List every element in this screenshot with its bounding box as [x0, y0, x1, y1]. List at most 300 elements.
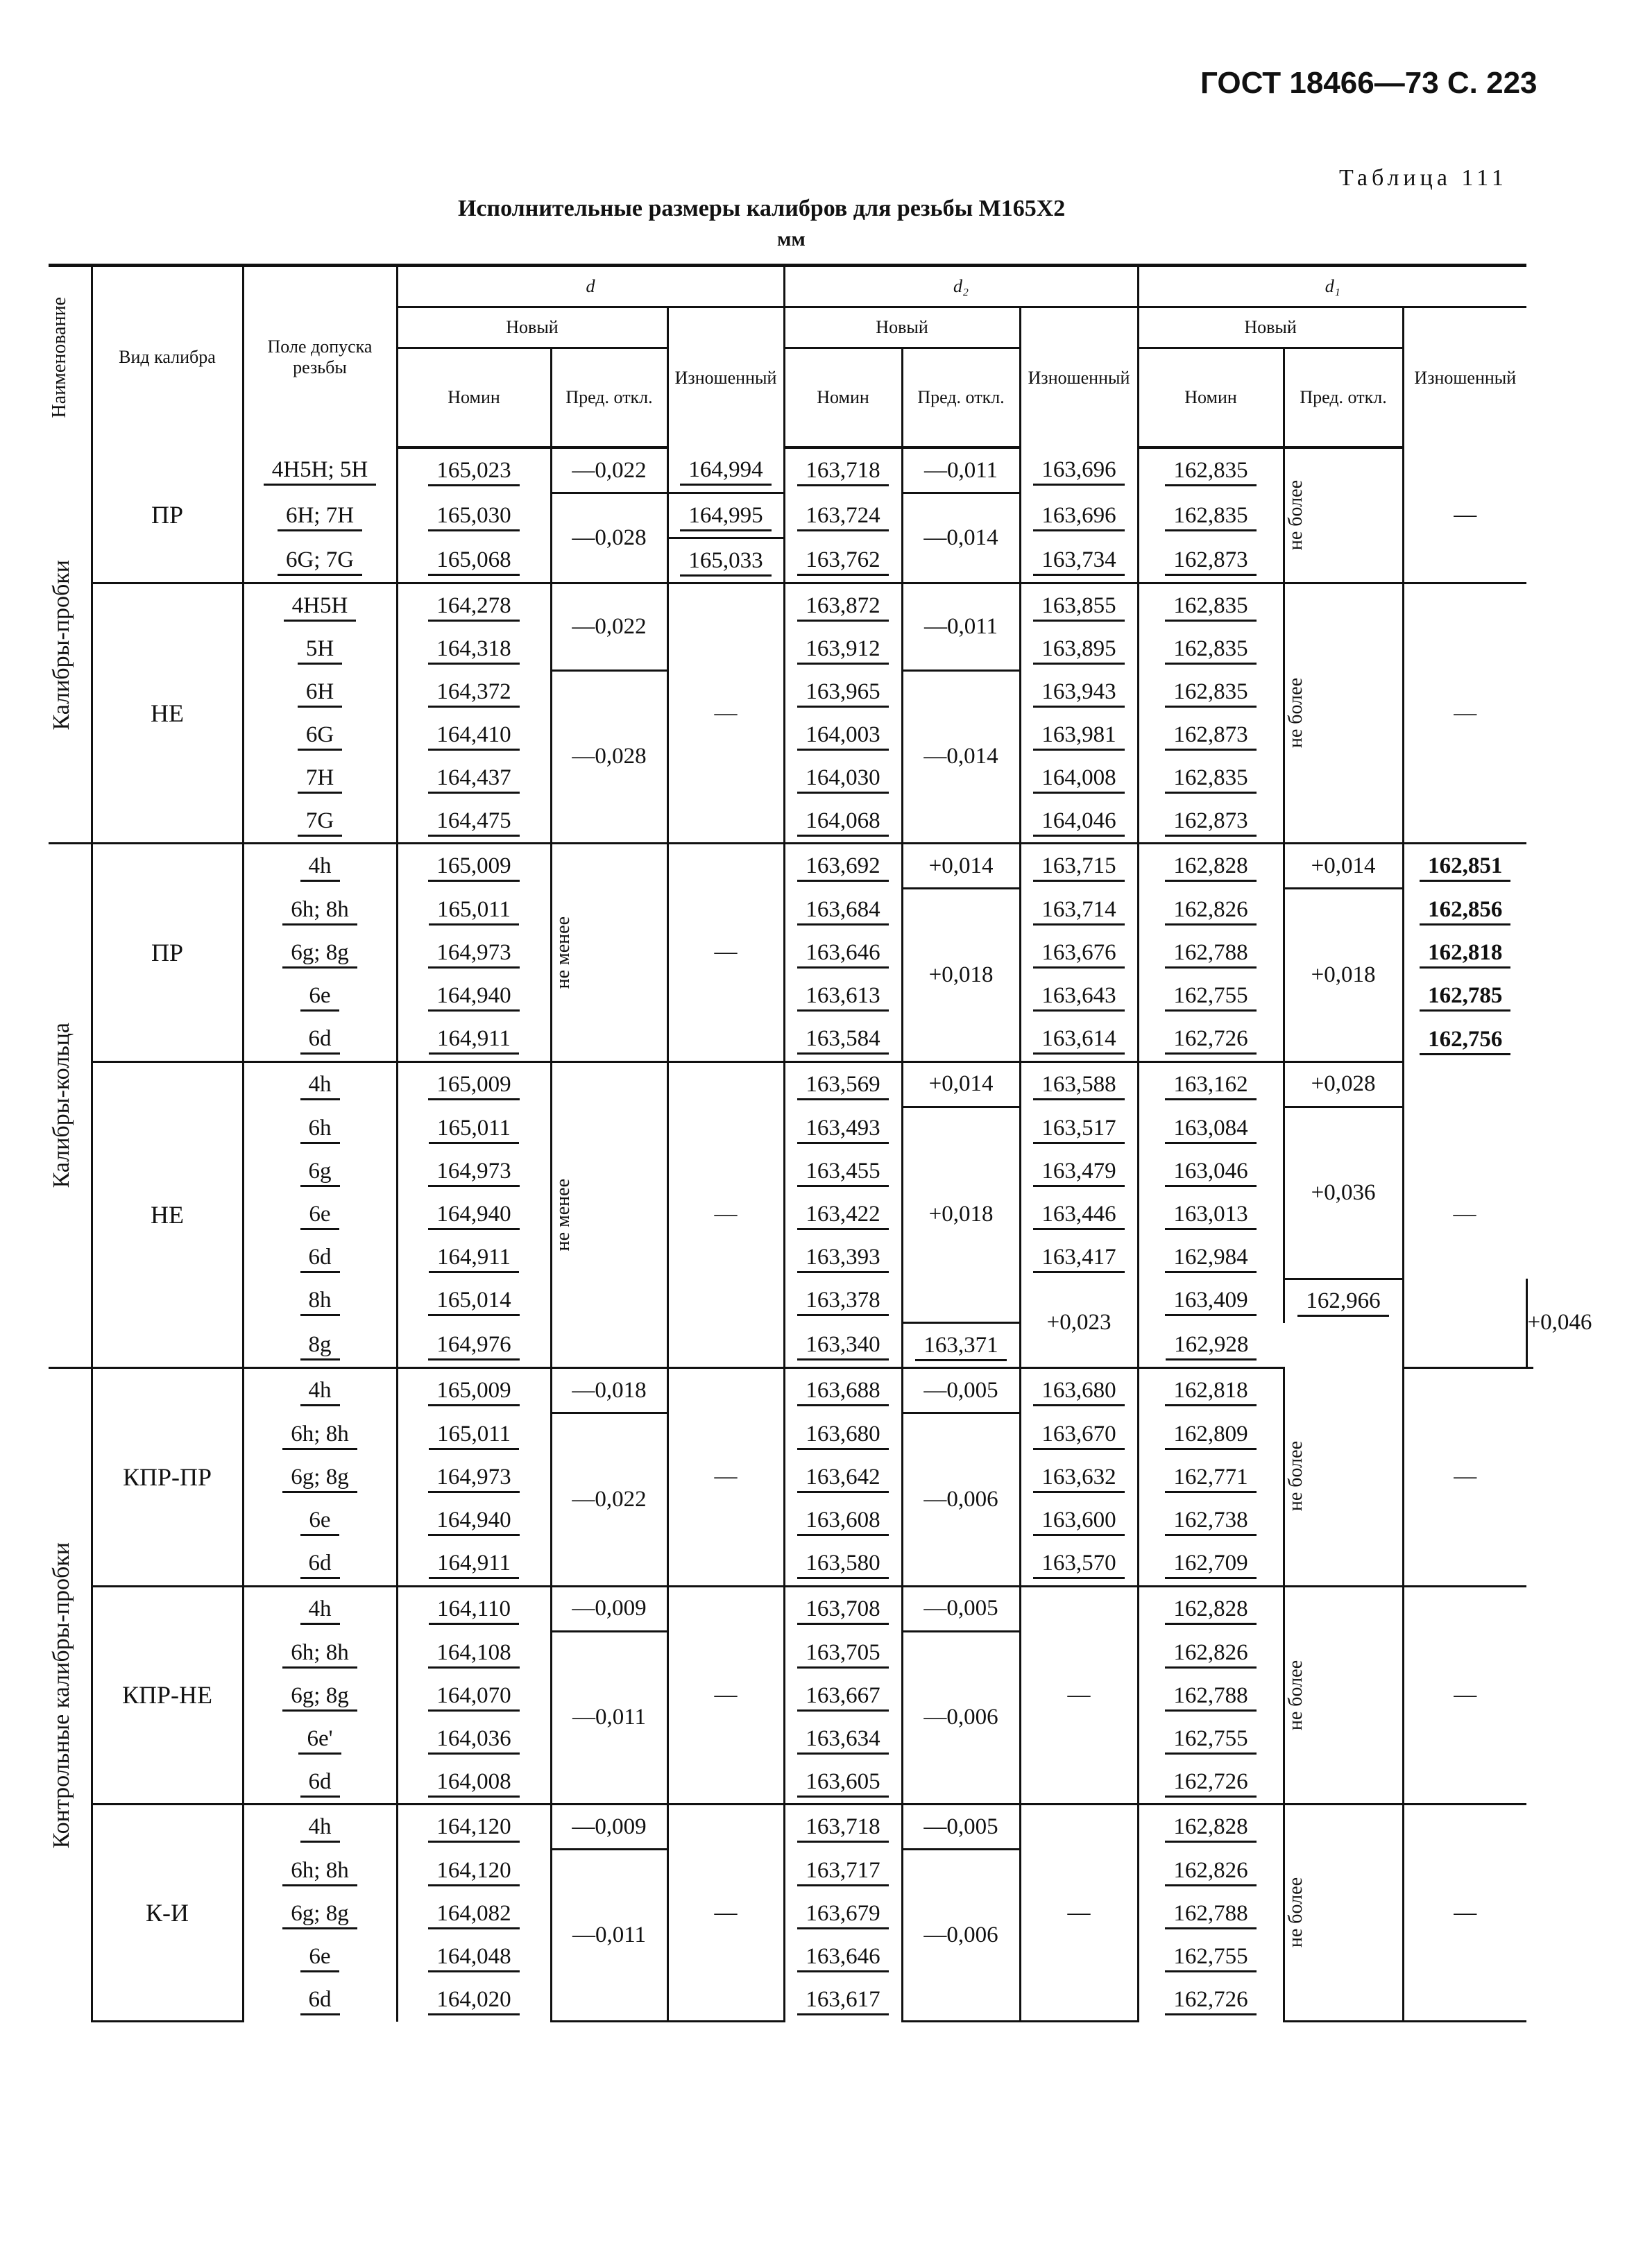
d-nominal-value: 164,973 [428, 940, 519, 969]
d1-nominal-value: 162,788 [1165, 1901, 1256, 1929]
d-nominal [397, 1893, 551, 1936]
d1-deviation-note [1284, 1805, 1403, 2022]
tolerance-field-value: 6e [300, 1508, 339, 1536]
d2-nominal-value: 163,708 [797, 1596, 888, 1625]
d-nominal [397, 1323, 551, 1368]
d2-deviation [902, 1850, 1020, 2022]
d1-worn-value: — [1454, 700, 1477, 726]
tolerance-field-value: 6H; 7H [278, 503, 362, 531]
d-deviation [551, 1631, 667, 1805]
d1-nominal-value: 162,984 [1165, 1245, 1256, 1273]
d1-deviation [1526, 1279, 1592, 1368]
d2-deviation-value: —0,014 [923, 525, 998, 550]
d2-worn [1020, 627, 1138, 670]
d2-nominal [784, 627, 902, 670]
d-nominal-value: 164,372 [428, 679, 519, 708]
d1-worn [1403, 932, 1526, 975]
d-nominal [397, 1279, 551, 1323]
d1-nominal [1138, 1674, 1284, 1717]
d2-worn [1020, 493, 1138, 538]
d-nominal [397, 1236, 551, 1279]
d-nominal [397, 1631, 551, 1674]
d1-nominal-value: 162,771 [1165, 1465, 1256, 1493]
d-worn-value: — [714, 1202, 738, 1227]
d2-deviation-value: —0,006 [923, 1486, 998, 1512]
d1-nominal [1138, 1107, 1284, 1150]
d1-deviation-value: +0,046 [1527, 1310, 1592, 1335]
d-worn [667, 583, 784, 844]
d-nominal [397, 627, 551, 670]
col-field-header: Поле допуска резьбы [243, 266, 397, 448]
d2-worn [1020, 1150, 1138, 1193]
d-nominal [397, 1936, 551, 1979]
d2-worn-value: 163,696 [1033, 457, 1124, 486]
d2-worn-value: — [1067, 1682, 1091, 1707]
tolerance-field [243, 1893, 397, 1936]
d-nominal-value: 164,036 [428, 1726, 519, 1755]
d2-deviation [902, 447, 1020, 493]
d-deviation [551, 447, 667, 493]
d1-nominal [1138, 1499, 1284, 1542]
d2-worn [1020, 1542, 1138, 1587]
tolerance-field-value: 7H [298, 765, 342, 794]
d2-nominal-value: 163,608 [797, 1508, 888, 1536]
table-row [49, 1061, 1533, 1107]
d2-deviation [902, 1413, 1020, 1587]
d2-nominal [784, 1631, 902, 1674]
d-nominal-value: 164,976 [428, 1332, 519, 1361]
d-nominal-value: 165,009 [428, 1378, 519, 1406]
d1-nominal [1138, 1150, 1284, 1193]
d2-worn-value: 164,008 [1033, 765, 1124, 794]
d1-deviation-value: +0,018 [1311, 962, 1376, 987]
d-worn-value: 164,994 [680, 457, 771, 486]
d1-worn-value: — [1454, 1464, 1477, 1490]
d2-deviation [902, 583, 1020, 671]
d1-nominal [1284, 1279, 1403, 1323]
d2-worn-value: 163,570 [1033, 1551, 1124, 1579]
d-new-header: Новый [397, 307, 667, 348]
d2-worn [1020, 1805, 1138, 2022]
tolerance-field-value: 6e [300, 1944, 339, 1972]
col-d1-header: d₁ [1138, 266, 1526, 307]
d1-worn-value: 162,851 [1420, 853, 1510, 882]
tolerance-field-value: 6h; 8h [282, 1422, 357, 1450]
tolerance-field-value: 4h [300, 1596, 340, 1625]
d-nominal-value: 165,014 [428, 1288, 519, 1316]
note-text: не более [1284, 1441, 1306, 1512]
d1-nominal [1138, 1368, 1284, 1413]
tolerance-field-value: 6d [300, 1769, 340, 1798]
d1-nominal-value: 162,826 [1165, 897, 1256, 926]
d1-nominal-value: 162,835 [1165, 503, 1256, 531]
gauge-type [92, 1061, 243, 1368]
d1-nominal-value: 162,835 [1165, 679, 1256, 708]
d-nominal-value: 165,011 [429, 1422, 519, 1450]
d-nominal-value: 164,110 [429, 1596, 519, 1625]
col-d2-header: d₂ [784, 266, 1138, 307]
d2-deviation-value: —0,006 [923, 1922, 998, 1947]
d2-nominal [784, 447, 902, 493]
tolerance-field-value: 6d [300, 1245, 340, 1273]
d1-worn [1403, 583, 1526, 844]
d2-nominal-value: 163,605 [797, 1769, 888, 1798]
d-nominal [397, 799, 551, 844]
d1-nominal-value: 162,709 [1165, 1551, 1256, 1579]
tolerance-field [243, 975, 397, 1018]
d2-worn [1020, 1061, 1138, 1107]
d-nominal [397, 1150, 551, 1193]
d2-nominal-value: 163,762 [797, 547, 888, 576]
d2-nominal-value: 163,378 [797, 1288, 888, 1316]
d2-worn [1020, 1107, 1138, 1150]
d-nominal [397, 1456, 551, 1499]
d-nominal-value: 165,011 [429, 897, 519, 926]
d-deviation-value: —0,028 [572, 744, 647, 769]
table-row [49, 447, 1533, 493]
d1-nominal-value: 162,835 [1165, 593, 1256, 622]
d-nominal-value: 164,070 [428, 1683, 519, 1712]
note-text: не более [1284, 678, 1306, 749]
d-nominal-value: 164,911 [429, 1245, 519, 1273]
d2-nominal [784, 1760, 902, 1805]
note-text: не более [1284, 1660, 1306, 1730]
d2-worn-value: 163,614 [1033, 1026, 1124, 1055]
d2-worn-value: 163,517 [1033, 1116, 1124, 1144]
d2-nominal [784, 1193, 902, 1236]
d2-nominal [784, 1850, 902, 1893]
tolerance-field [243, 1018, 397, 1062]
d2-deviation [902, 1805, 1020, 1850]
d2-nominal [784, 583, 902, 628]
d-deviation-value: —0,018 [572, 1377, 647, 1403]
d1-nominal-value: 163,046 [1165, 1159, 1256, 1187]
gauge-type-value: ПР [151, 501, 184, 529]
tolerance-field-value: 6e [300, 1202, 339, 1230]
group-label-text: Контрольные калибры-пробки [49, 1542, 74, 1848]
d1-nominal [1138, 932, 1284, 975]
gauge-type [92, 844, 243, 1062]
d-nominal-value: 165,009 [428, 1072, 519, 1100]
d1-nominal-value: 162,873 [1165, 808, 1256, 837]
d2-worn-value: 163,409 [1165, 1288, 1256, 1316]
d2-worn-value: 163,371 [915, 1333, 1006, 1361]
d2-nominal-value: 163,642 [797, 1465, 888, 1493]
d1-nominal-value: 162,835 [1165, 458, 1256, 486]
tolerance-field-value: 6g [300, 1159, 340, 1187]
d2-worn [1020, 1368, 1138, 1413]
d2-nominal [784, 799, 902, 844]
d2-nominal [784, 1323, 902, 1368]
d1-nominal [1138, 1018, 1284, 1062]
d2-nominal [784, 1542, 902, 1587]
tolerance-field-value: 6e [300, 983, 339, 1012]
d-nominal [397, 1061, 551, 1107]
d2-nominal-value: 163,684 [797, 897, 888, 926]
d2-worn [1020, 799, 1138, 844]
d1-worn [1403, 975, 1526, 1018]
d1-worn [1403, 447, 1526, 583]
tolerance-field [243, 583, 397, 628]
d-nominal-value: 164,911 [429, 1551, 519, 1579]
d1-nominal [1138, 844, 1284, 889]
d2-deviation-value: +0,014 [928, 853, 994, 878]
gauge-dimensions-table [49, 264, 1592, 2022]
d1-deviation-value: +0,036 [1311, 1179, 1376, 1205]
d1-nominal [1138, 1850, 1284, 1893]
d-nominal [397, 447, 551, 493]
d2-worn-value: 163,643 [1033, 983, 1124, 1012]
d2-nominal [784, 538, 902, 583]
col-name-header: Наименование [49, 266, 92, 448]
d-deviation [551, 1586, 667, 1631]
d-nominal [397, 1717, 551, 1760]
gauge-type [92, 583, 243, 844]
d1-nominal [1138, 1456, 1284, 1499]
d2-nominal-value: 164,068 [797, 808, 888, 837]
d1-worn-value: — [1454, 502, 1477, 527]
tolerance-field [243, 932, 397, 975]
tolerance-field [243, 799, 397, 844]
d2-worn [1020, 1499, 1138, 1542]
tolerance-field-value: 6h; 8h [282, 1640, 357, 1669]
d1-nominal-value: 163,084 [1165, 1116, 1256, 1144]
d-nominal-value: 164,973 [428, 1159, 519, 1187]
d2-worn-value: 163,588 [1033, 1072, 1124, 1100]
d2-worn [1020, 1586, 1138, 1805]
d-nominal-value: 164,410 [428, 722, 519, 751]
d2-nominal-value: 163,667 [797, 1683, 888, 1712]
d-nominal-value: 164,048 [428, 1944, 519, 1972]
tolerance-field [243, 493, 397, 538]
d-worn-value: — [714, 700, 738, 726]
d1-nominal-value: 162,788 [1165, 1683, 1256, 1712]
gauge-type-value: КПР-НЕ [121, 1681, 212, 1709]
tolerance-field-value: 6G; 7G [278, 547, 362, 576]
d-nominal [397, 1018, 551, 1062]
tolerance-field-value: 8h [300, 1288, 340, 1316]
d2-deviation [902, 889, 1020, 1062]
gauge-type [92, 1586, 243, 1805]
d2-nominal [784, 1586, 902, 1631]
d2-worn-value: 163,446 [1033, 1202, 1124, 1230]
d-worn [667, 1368, 784, 1587]
d-nominal-value: 164,008 [428, 1769, 519, 1798]
d-worn [667, 447, 784, 493]
gauge-type [92, 1368, 243, 1587]
d-worn [667, 1805, 784, 2022]
d-deviation-value: —0,028 [572, 525, 647, 550]
d2-nominal-value: 163,580 [797, 1551, 888, 1579]
tolerance-field [243, 756, 397, 799]
d-nominal [397, 1850, 551, 1893]
d2-worn-value: 163,696 [1033, 503, 1124, 531]
d1-worn-value: 162,785 [1420, 983, 1510, 1012]
d-worn-value: — [714, 1682, 738, 1707]
d2-deviation-value: +0,018 [928, 1202, 994, 1227]
d-nominal-value: 164,437 [428, 765, 519, 794]
d2-worn-value: — [1067, 1900, 1091, 1925]
d-worn-header: Изношенный [667, 307, 784, 448]
d1-worn [1403, 1061, 1526, 1368]
tolerance-field [243, 1150, 397, 1193]
d-deviation-value: —0,022 [572, 1486, 647, 1512]
d2-worn [1020, 583, 1138, 628]
d-nominal-value: 164,911 [429, 1026, 519, 1055]
d2-worn [1020, 889, 1138, 932]
d2-worn-value: 163,632 [1033, 1465, 1124, 1493]
d1-worn-header: Изношенный [1403, 307, 1526, 448]
d2-nominal-value: 163,718 [797, 458, 888, 486]
d1-nominal [1138, 1193, 1284, 1236]
d2-nominal [784, 1018, 902, 1062]
tolerance-field-value: 6d [300, 1551, 340, 1579]
d1-nominal [1138, 1936, 1284, 1979]
tolerance-field [243, 627, 397, 670]
d1-nominal-value: 162,928 [1166, 1332, 1257, 1361]
d-deviation [551, 1850, 667, 2022]
tolerance-field-value: 4h [300, 853, 340, 882]
d1-nominal-value: 162,726 [1165, 1987, 1256, 2015]
d-worn-value: 164,995 [680, 503, 771, 531]
d1-nominal [1138, 1061, 1284, 1107]
d2-worn-value: 163,479 [1033, 1159, 1124, 1187]
d1-deviation-note [1284, 583, 1403, 844]
tolerance-field [243, 1413, 397, 1456]
d2-nominal-value: 163,724 [797, 503, 888, 531]
tolerance-field [243, 1631, 397, 1674]
d2-nominal [784, 1368, 902, 1413]
tolerance-field-value: 7G [298, 808, 342, 837]
d2-deviation [902, 1586, 1020, 1631]
tolerance-field [243, 1193, 397, 1236]
table-caption: Исполнительные размеры калибров для резьбы M165X2 [458, 196, 1066, 221]
d-nominal [397, 1805, 551, 1850]
note-text: не менее [552, 916, 574, 989]
d2-nominal-value: 163,617 [797, 1987, 888, 2015]
d-deviation [551, 493, 667, 583]
d2-worn [1020, 1193, 1138, 1236]
d2-nominal-value: 163,679 [797, 1901, 888, 1929]
d2-nominal [784, 1061, 902, 1107]
d2-nominal-value: 163,646 [797, 940, 888, 969]
d2-worn-value: 163,715 [1033, 853, 1124, 882]
d1-nominal [1138, 1805, 1284, 1850]
d1-nominal-value: 162,828 [1165, 1596, 1256, 1625]
d2-nominal-value: 163,912 [797, 636, 888, 665]
tolerance-field [243, 1805, 397, 1850]
d2-deviation [902, 670, 1020, 844]
table-number: Таблица 111 [1339, 165, 1508, 191]
d-worn [667, 1586, 784, 1805]
d1-nominal-value: 162,835 [1165, 636, 1256, 665]
d-nominal-value: 164,475 [428, 808, 519, 837]
d-nominal-value: 164,082 [428, 1901, 519, 1929]
tolerance-field [243, 670, 397, 713]
d-nominal [397, 538, 551, 583]
d2-worn-value: 163,417 [1033, 1245, 1124, 1273]
d1-deviation [1284, 889, 1403, 1062]
d1-nominal [1138, 493, 1284, 538]
d-nominal [397, 1542, 551, 1587]
d-nominal [397, 932, 551, 975]
tolerance-field [243, 1323, 397, 1368]
d2-worn [1020, 975, 1138, 1018]
d2-worn [1020, 932, 1138, 975]
d2-nominal-value: 163,965 [797, 679, 888, 708]
d2-deviation [902, 844, 1020, 889]
d1-nominal-value: 162,755 [1165, 1944, 1256, 1972]
table-row [49, 583, 1533, 628]
d2-worn-value: 163,943 [1033, 679, 1124, 708]
d-nominal [397, 713, 551, 756]
d2-worn-value: 163,680 [1033, 1378, 1124, 1406]
d2-deviation [1020, 1279, 1138, 1368]
d2-nominal-value: 163,705 [797, 1640, 888, 1669]
d2-deviation [902, 1631, 1020, 1805]
gauge-type-value: НЕ [151, 699, 184, 727]
d-deviation [551, 583, 667, 671]
d-worn-value: 165,033 [680, 548, 771, 577]
d1-nominal-value: 162,966 [1297, 1288, 1388, 1317]
d-dev-header: Пред. откл. [551, 348, 667, 448]
table-row [49, 889, 1533, 932]
d1-nominal-value: 162,828 [1165, 853, 1256, 882]
d-nominal-value: 164,973 [428, 1465, 519, 1493]
d-worn-value: — [714, 939, 738, 965]
d1-deviation [1284, 1107, 1403, 1279]
d2-deviation-value: +0,014 [928, 1071, 994, 1096]
tolerance-field [243, 889, 397, 932]
d1-worn-value: — [1453, 1201, 1476, 1227]
d-nominal-value: 165,009 [428, 853, 519, 882]
d2-nominal [784, 1456, 902, 1499]
d2-deviation-value: —0,011 [924, 457, 998, 483]
d1-nominal [1138, 1979, 1284, 2022]
d1-new-header: Новый [1138, 307, 1403, 348]
d-nominal-value: 165,030 [428, 503, 519, 531]
tolerance-field [243, 1279, 397, 1323]
d-nominal-value: 164,120 [428, 1858, 519, 1886]
d-nominal-value: 164,318 [428, 636, 519, 665]
d2-dev-header: Пред. откл. [902, 348, 1020, 448]
d-nominal-value: 164,108 [428, 1640, 519, 1669]
group-label [49, 1368, 92, 2022]
d-deviation [551, 1805, 667, 1850]
d2-worn [1020, 1456, 1138, 1499]
d2-nominal [784, 844, 902, 889]
d-nominal-value: 164,940 [428, 1508, 519, 1536]
table-row [49, 1586, 1533, 1631]
d2-nominal [784, 670, 902, 713]
d2-worn-value: 163,855 [1033, 593, 1124, 622]
d2-nominal [784, 1936, 902, 1979]
d2-worn-header: Изношенный [1020, 307, 1138, 448]
d-deviation-value: —0,011 [572, 1922, 647, 1947]
d1-nom-header: Номин [1138, 348, 1284, 448]
d2-worn-value: 164,046 [1033, 808, 1124, 837]
d2-worn-value: 163,981 [1033, 722, 1124, 751]
tolerance-field-value: 6e' [298, 1726, 341, 1755]
d1-nominal-value: 162,788 [1165, 940, 1256, 969]
d-deviation-value: —0,011 [572, 1705, 647, 1730]
gauge-type [92, 1805, 243, 2022]
d-nominal-value: 164,020 [428, 1987, 519, 2015]
d2-nominal-value: 163,493 [797, 1116, 888, 1144]
d2-worn [1020, 1018, 1138, 1062]
d2-nominal-value: 164,030 [797, 765, 888, 794]
tolerance-field [243, 1586, 397, 1631]
